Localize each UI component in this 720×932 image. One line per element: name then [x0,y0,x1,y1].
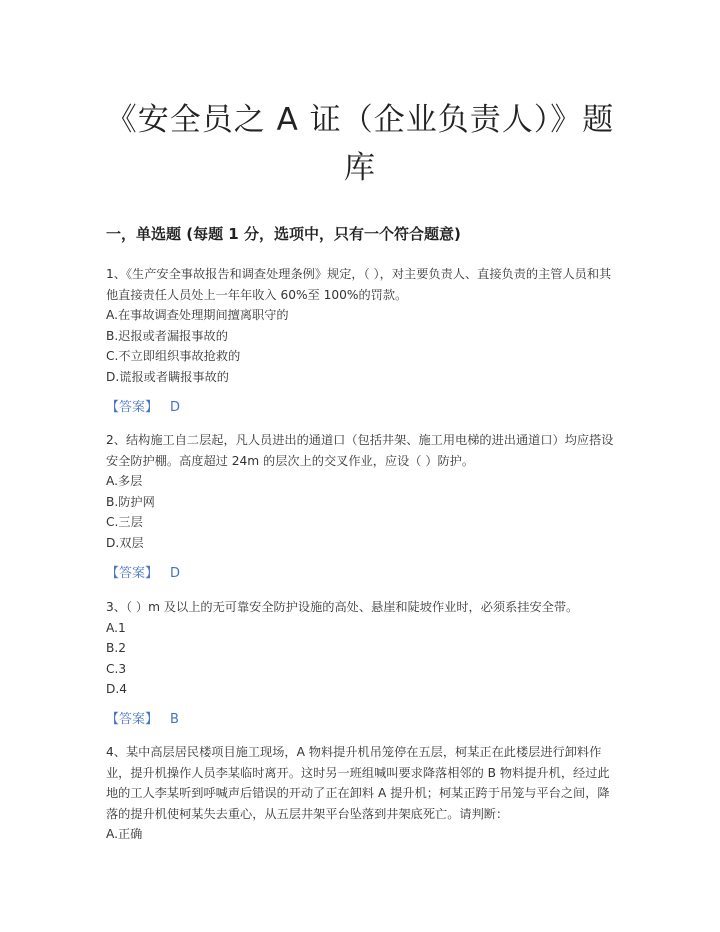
question-stem: 1、《生产安全事故报告和调查处理条例》规定，（ ），对主要负责人、直接负责的主管人员和其他直接责任人员处上一年年收入 60%至 100%的罚款。 [106,267,612,302]
answer-1 [106,398,180,418]
answer-value: D [170,400,181,415]
option-a: A.1 [106,620,126,635]
question-stem: 2、结构施工自二层起，凡人员进出的通道口（包括井架、施工用电梯的进出通道口）均应搭设安全防护棚。高度超过 24m 的层次上的交叉作业，应设（ ）防护。 [106,433,614,468]
question-stem: 4、某中高层居民楼项目施工现场，A 物料提升机吊笼停在五层，柯某正在此楼层进行卸料作业，提升机操作人员李某临时离开。这时另一班组喊叫要求降落相邻的 B 物料提升机，经过此地的工人李某听到呼喊声后错误的开动了正在卸料 A 提升机；柯某正跨于吊笼与平台之间，降落的提升机使柯某失去重心，从五层井架平台坠落到井架底死亡。请判断： [106,745,610,821]
question-1 [106,264,616,387]
answer-2 [106,564,180,584]
answer-label: 【答案】 [106,400,159,415]
option-c: C.不立即组织事故抢救的 [106,349,241,363]
option-a: A.多层 [106,474,143,488]
document-title: 《安全员之 A 证（企业负责人）》题库 [105,102,615,186]
option-a: A.在事故调查处理期间擅离职守的 [106,308,289,322]
option-c: C.3 [106,661,127,676]
question-stem: 3、（ ）m 及以上的无可靠安全防护设施的高处、悬崖和陡坡作业时，必须系挂安全带。 [106,600,579,614]
option-d: D.4 [106,682,128,696]
option-b: B.防护网 [106,494,155,509]
question-3 [106,597,616,700]
answer-value: B [170,712,179,727]
answer-label: 【答案】 [106,712,159,727]
answer-label: 【答案】 [106,566,159,581]
option-a: A.正确 [106,827,143,841]
question-4 [106,742,616,845]
option-c: C.三层 [106,515,143,529]
question-2 [106,430,616,553]
option-d: D.谎报或者瞒报事故的 [106,369,229,384]
option-d: D.双层 [106,535,144,550]
answer-value: D [170,566,181,581]
answer-3 [106,710,179,730]
section-heading: 一，单选题 (每题 1 分，选项中，只有一个符合题意) [106,225,461,243]
option-b: B.2 [106,641,126,655]
option-b: B.迟报或者漏报事故的 [106,328,228,343]
